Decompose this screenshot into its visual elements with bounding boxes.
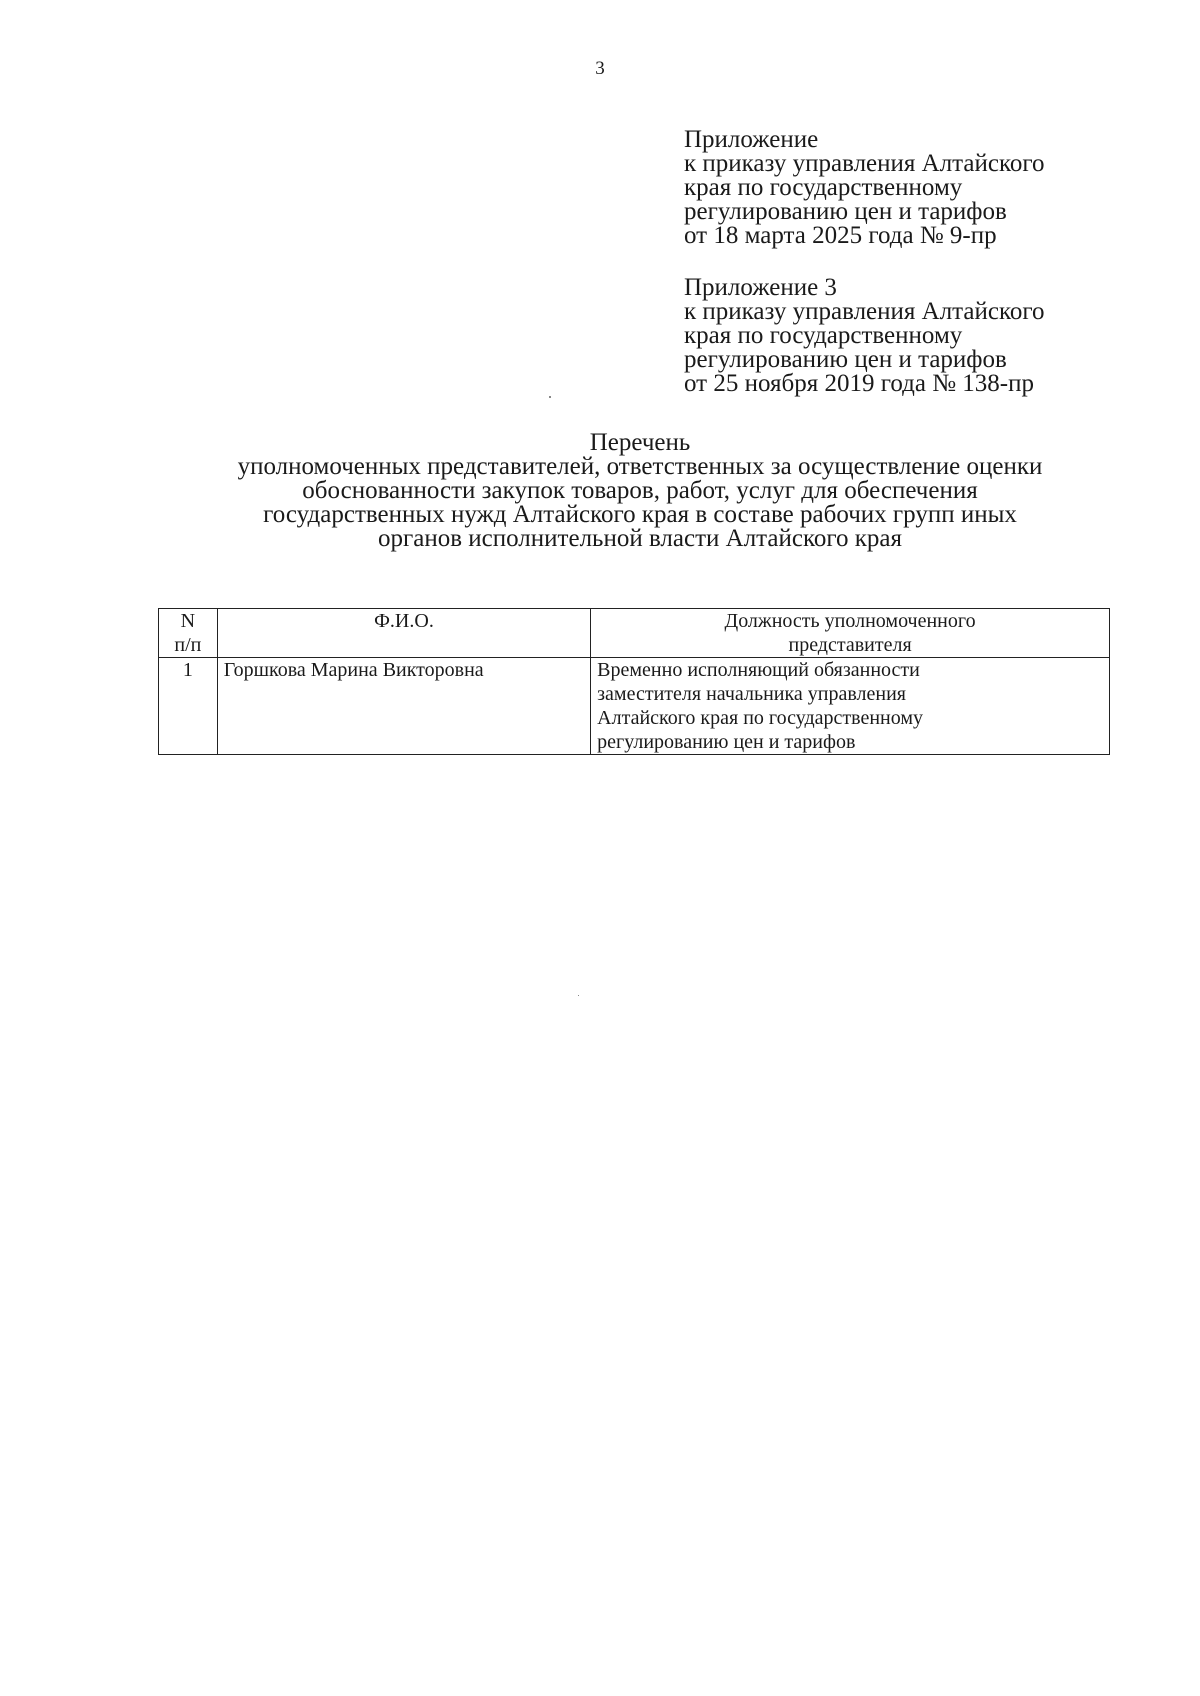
- cell-full-name: Горшкова Марина Викторовна: [217, 658, 590, 755]
- appendix-line: регулированию цен и тарифов: [684, 346, 1007, 373]
- title-line: государственных нужд Алтайского края в составе рабочих групп иных: [263, 501, 1017, 528]
- title-heading: Перечень: [589, 429, 691, 456]
- cell-position-line: Алтайского края по государственному: [597, 707, 924, 729]
- header-number-line: N: [180, 610, 196, 632]
- representatives-table: [158, 608, 1110, 755]
- cell-position-line: Временно исполняющий обязанности: [597, 659, 920, 681]
- title-line: уполномоченных представителей, ответственных за осуществление оценки: [237, 453, 1043, 480]
- appendix-line: Приложение 3: [684, 274, 837, 301]
- appendix-line: регулированию цен и тарифов: [684, 198, 1007, 225]
- appendix-line: от 18 марта 2025 года № 9-пр: [684, 222, 997, 249]
- header-position-line: Должность уполномоченного: [724, 610, 976, 632]
- cell-position: [591, 658, 1110, 755]
- header-position-line: представителя: [788, 634, 912, 656]
- appendix-line: к приказу управления Алтайского: [684, 298, 1045, 325]
- appendix-line: края по государственному: [684, 322, 963, 349]
- appendix-line: к приказу управления Алтайского: [684, 150, 1045, 177]
- appendix-original-order: [684, 276, 1154, 396]
- scan-speck: [578, 995, 579, 996]
- appendix-current-order: [684, 128, 1154, 248]
- header-number: [159, 609, 218, 658]
- cell-position-line: регулированию цен и тарифов: [597, 731, 856, 753]
- document-title: [150, 431, 1130, 551]
- header-position: [591, 609, 1110, 658]
- header-number-line: п/п: [174, 634, 202, 656]
- appendix-line: Приложение: [684, 126, 819, 153]
- header-full-name: Ф.И.О.: [217, 609, 590, 658]
- scan-speck: [549, 396, 551, 398]
- cell-position-line: заместителя начальника управления: [597, 683, 906, 705]
- table-row: [159, 658, 1110, 755]
- appendix-line: края по государственному: [684, 174, 963, 201]
- table-header-row: [159, 609, 1110, 658]
- title-line: органов исполнительной власти Алтайского края: [378, 525, 902, 552]
- title-line: обоснованности закупок товаров, работ, услуг для обеспечения: [302, 477, 978, 504]
- page-number: 3: [595, 58, 605, 79]
- appendix-line: от 25 ноября 2019 года № 138-пр: [684, 370, 1034, 397]
- cell-number: 1: [159, 658, 218, 755]
